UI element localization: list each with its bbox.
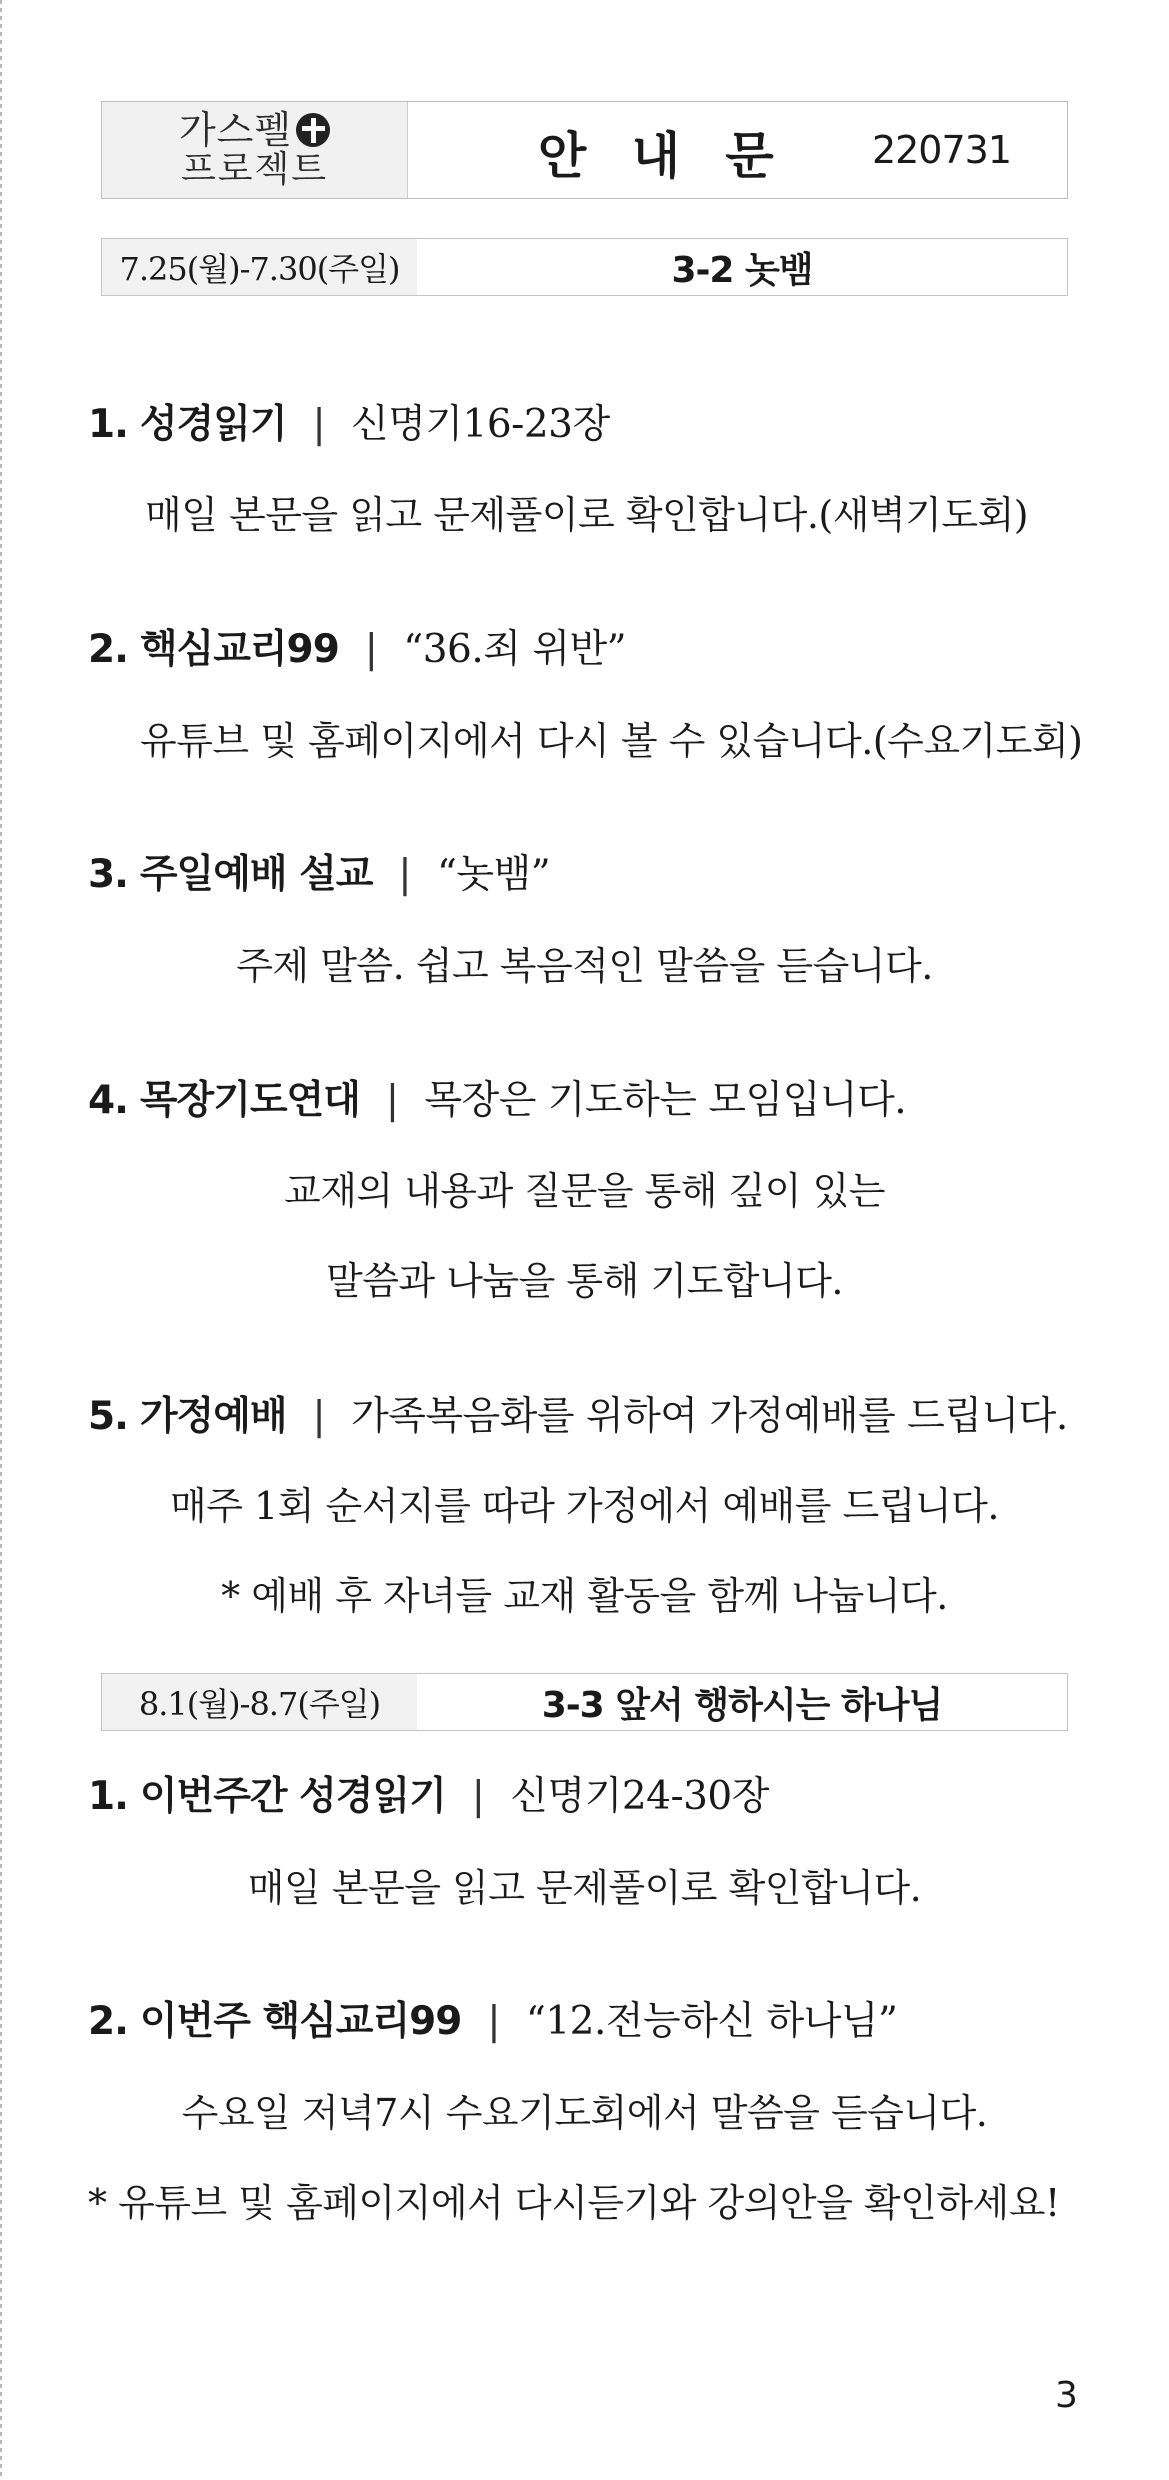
item-label: 성경읽기	[139, 402, 287, 447]
week1-item-1: 1. 성경읽기 | 신명기16-23장	[88, 402, 610, 447]
item-label: 핵심교리99	[139, 627, 339, 672]
separator: |	[471, 1774, 485, 1819]
item-label: 이번주간 성경읽기	[139, 1774, 446, 1819]
item-value: “36.죄 위반”	[403, 627, 627, 672]
week1-item-2: 2. 핵심교리99 | “36.죄 위반”	[88, 627, 627, 672]
week2-item-2: 2. 이번주 핵심교리99 | “12.전능하신 하나님”	[88, 1999, 898, 2044]
separator: |	[312, 402, 326, 447]
week2-item-1-detail: 매일 본문을 읽고 문제풀이로 확인합니다.	[247, 1866, 922, 1910]
week1-item-2-detail: 유튜브 및 홈페이지에서 다시 볼 수 있습니다.(수요기도회)	[140, 719, 1083, 763]
item-value: “12.전능하신 하나님”	[525, 1999, 898, 2044]
week1-item-5-detail-1: 매주 1회 순서지를 따라 가정에서 예배를 드립니다.	[170, 1484, 999, 1528]
item-label: 가정예배	[139, 1394, 287, 1439]
item-value: 신명기16-23장	[351, 402, 610, 447]
week2-item-2-detail: 수요일 저녁7시 수요기도회에서 말씀을 듣습니다.	[181, 2091, 988, 2135]
week1-topic: 3-2 놋뱀	[671, 249, 813, 291]
week2-footnote: * 유튜브 및 홈페이지에서 다시듣기와 강의안을 확인하세요!	[88, 2181, 1060, 2225]
week1-item-3: 3. 주일예배 설교 | “놋뱀”	[88, 852, 551, 897]
separator: |	[385, 1078, 399, 1123]
cross-icon	[296, 113, 330, 147]
week1-bar	[101, 238, 1068, 296]
week1-item-4-detail-2: 말씀과 나눔을 통해 기도합니다.	[325, 1259, 844, 1303]
item-value: “놋뱀”	[436, 852, 551, 897]
notice-header	[101, 101, 1068, 199]
logo-text-line1: 가스펠	[178, 108, 293, 152]
week2-date: 8.1(월)-8.7(주일)	[102, 1674, 417, 1730]
item-label: 주일예배 설교	[139, 852, 373, 897]
logo-text-line2: 프로젝트	[180, 149, 329, 190]
separator: |	[398, 852, 412, 897]
week1-item-4-detail-1: 교재의 내용과 질문을 통해 깊이 있는	[283, 1169, 886, 1213]
separator: |	[364, 627, 378, 672]
week1-item-3-detail: 주제 말씀. 쉽고 복음적인 말씀을 듣습니다.	[236, 944, 933, 988]
notice-code: 220731	[871, 128, 1011, 172]
item-label: 목장기도연대	[139, 1078, 360, 1123]
week2-item-1: 1. 이번주간 성경읽기 | 신명기24-30장	[88, 1774, 769, 1819]
page-title: 안 내 문	[538, 127, 788, 185]
separator: |	[312, 1394, 326, 1439]
item-value: 목장은 기도하는 모임입니다.	[424, 1078, 907, 1123]
week1-item-1-detail: 매일 본문을 읽고 문제풀이로 확인합니다.(새벽기도회)	[145, 493, 1029, 537]
week2-topic: 3-3 앞서 행하시는 하나님	[541, 1684, 943, 1726]
item-label: 이번주 핵심교리99	[139, 1999, 462, 2044]
week2-bar	[101, 1673, 1068, 1731]
gospel-project-logo	[102, 102, 408, 198]
week1-item-5-detail-2: * 예배 후 자녀들 교재 활동을 함께 나눕니다.	[221, 1574, 948, 1618]
week1-item-4: 4. 목장기도연대 | 목장은 기도하는 모임입니다.	[88, 1078, 907, 1123]
separator: |	[487, 1999, 500, 2044]
week1-date: 7.25(월)-7.30(주일)	[102, 239, 417, 295]
week1-item-5: 5. 가정예배 | 가족복음화를 위하여 가정예배를 드립니다.	[88, 1394, 1068, 1439]
item-value: 신명기24-30장	[510, 1774, 769, 1819]
item-value: 가족복음화를 위하여 가정예배를 드립니다.	[351, 1394, 1068, 1439]
page-number: 3	[1055, 2375, 1078, 2416]
